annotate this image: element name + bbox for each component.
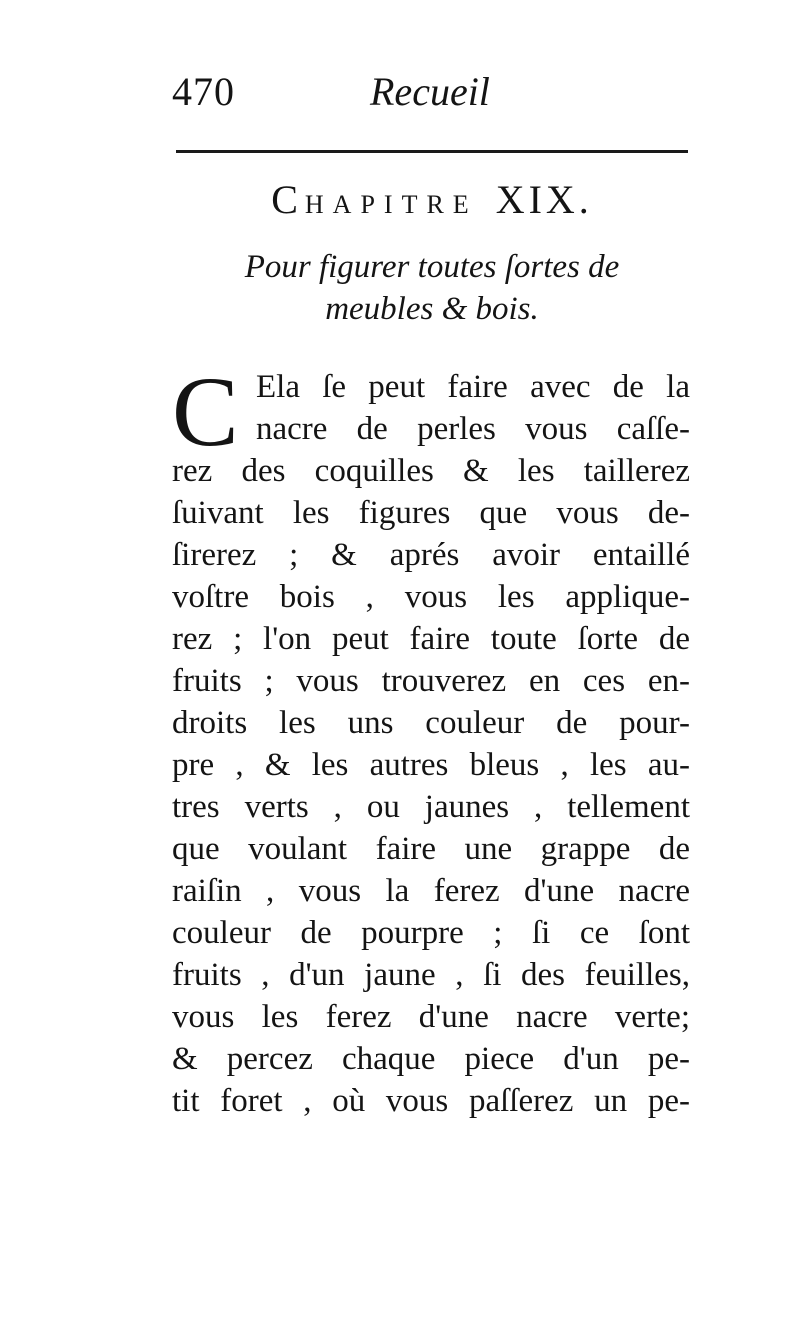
- text-line: couleur de pourpre ; ſi ce ſont: [172, 915, 690, 951]
- running-head: [172, 68, 692, 118]
- text-line: vous les ferez d'une nacre verte;: [172, 999, 690, 1035]
- text-line: fruits ; vous trouverez en ces en-: [172, 663, 690, 699]
- text-line: pre , & les autres bleus , les au-: [172, 747, 690, 783]
- text-line: Ela ſe peut faire avec de la: [256, 369, 690, 405]
- text-line: que voulant faire une grappe de: [172, 831, 690, 867]
- text-line: tres verts , ou jaunes , tellement: [172, 789, 690, 825]
- text-line: rez des coquilles & les taillerez: [172, 453, 690, 489]
- body-text: [172, 356, 690, 1122]
- chapter-heading-word: HAPITRE: [304, 190, 478, 219]
- chapter-heading-initial: C: [271, 177, 305, 222]
- text-line: nacre de perles vous caſſe-: [256, 411, 690, 447]
- text-line: tit foret , où vous paſſerez un pe-: [172, 1083, 690, 1119]
- running-title: Recueil: [370, 69, 490, 114]
- text-line: rez ; l'on peut faire toute ſorte de: [172, 621, 690, 657]
- drop-cap: C: [172, 356, 239, 467]
- chapter-heading: [176, 176, 688, 223]
- page-number: 470: [172, 69, 235, 114]
- header-rule: [176, 150, 688, 153]
- text-line: raiſin , vous la ferez d'une nacre: [172, 873, 690, 909]
- chapter-number: XIX.: [495, 177, 593, 222]
- text-line: & percez chaque piece d'un pe-: [172, 1041, 690, 1077]
- chapter-title-line: meubles & bois.: [325, 291, 539, 327]
- chapter-title: [176, 246, 688, 330]
- text-line: voſtre bois , vous les applique-: [172, 579, 690, 615]
- text-line: droits les uns couleur de pour-: [172, 705, 690, 741]
- text-line: ſuivant les figures que vous de-: [172, 495, 690, 531]
- chapter-title-line: Pour figurer toutes ſortes de: [244, 249, 620, 285]
- text-line: ſirerez ; & aprés avoir entaillé: [172, 537, 690, 573]
- text-line: fruits , d'un jaune , ſi des feuilles,: [172, 957, 690, 993]
